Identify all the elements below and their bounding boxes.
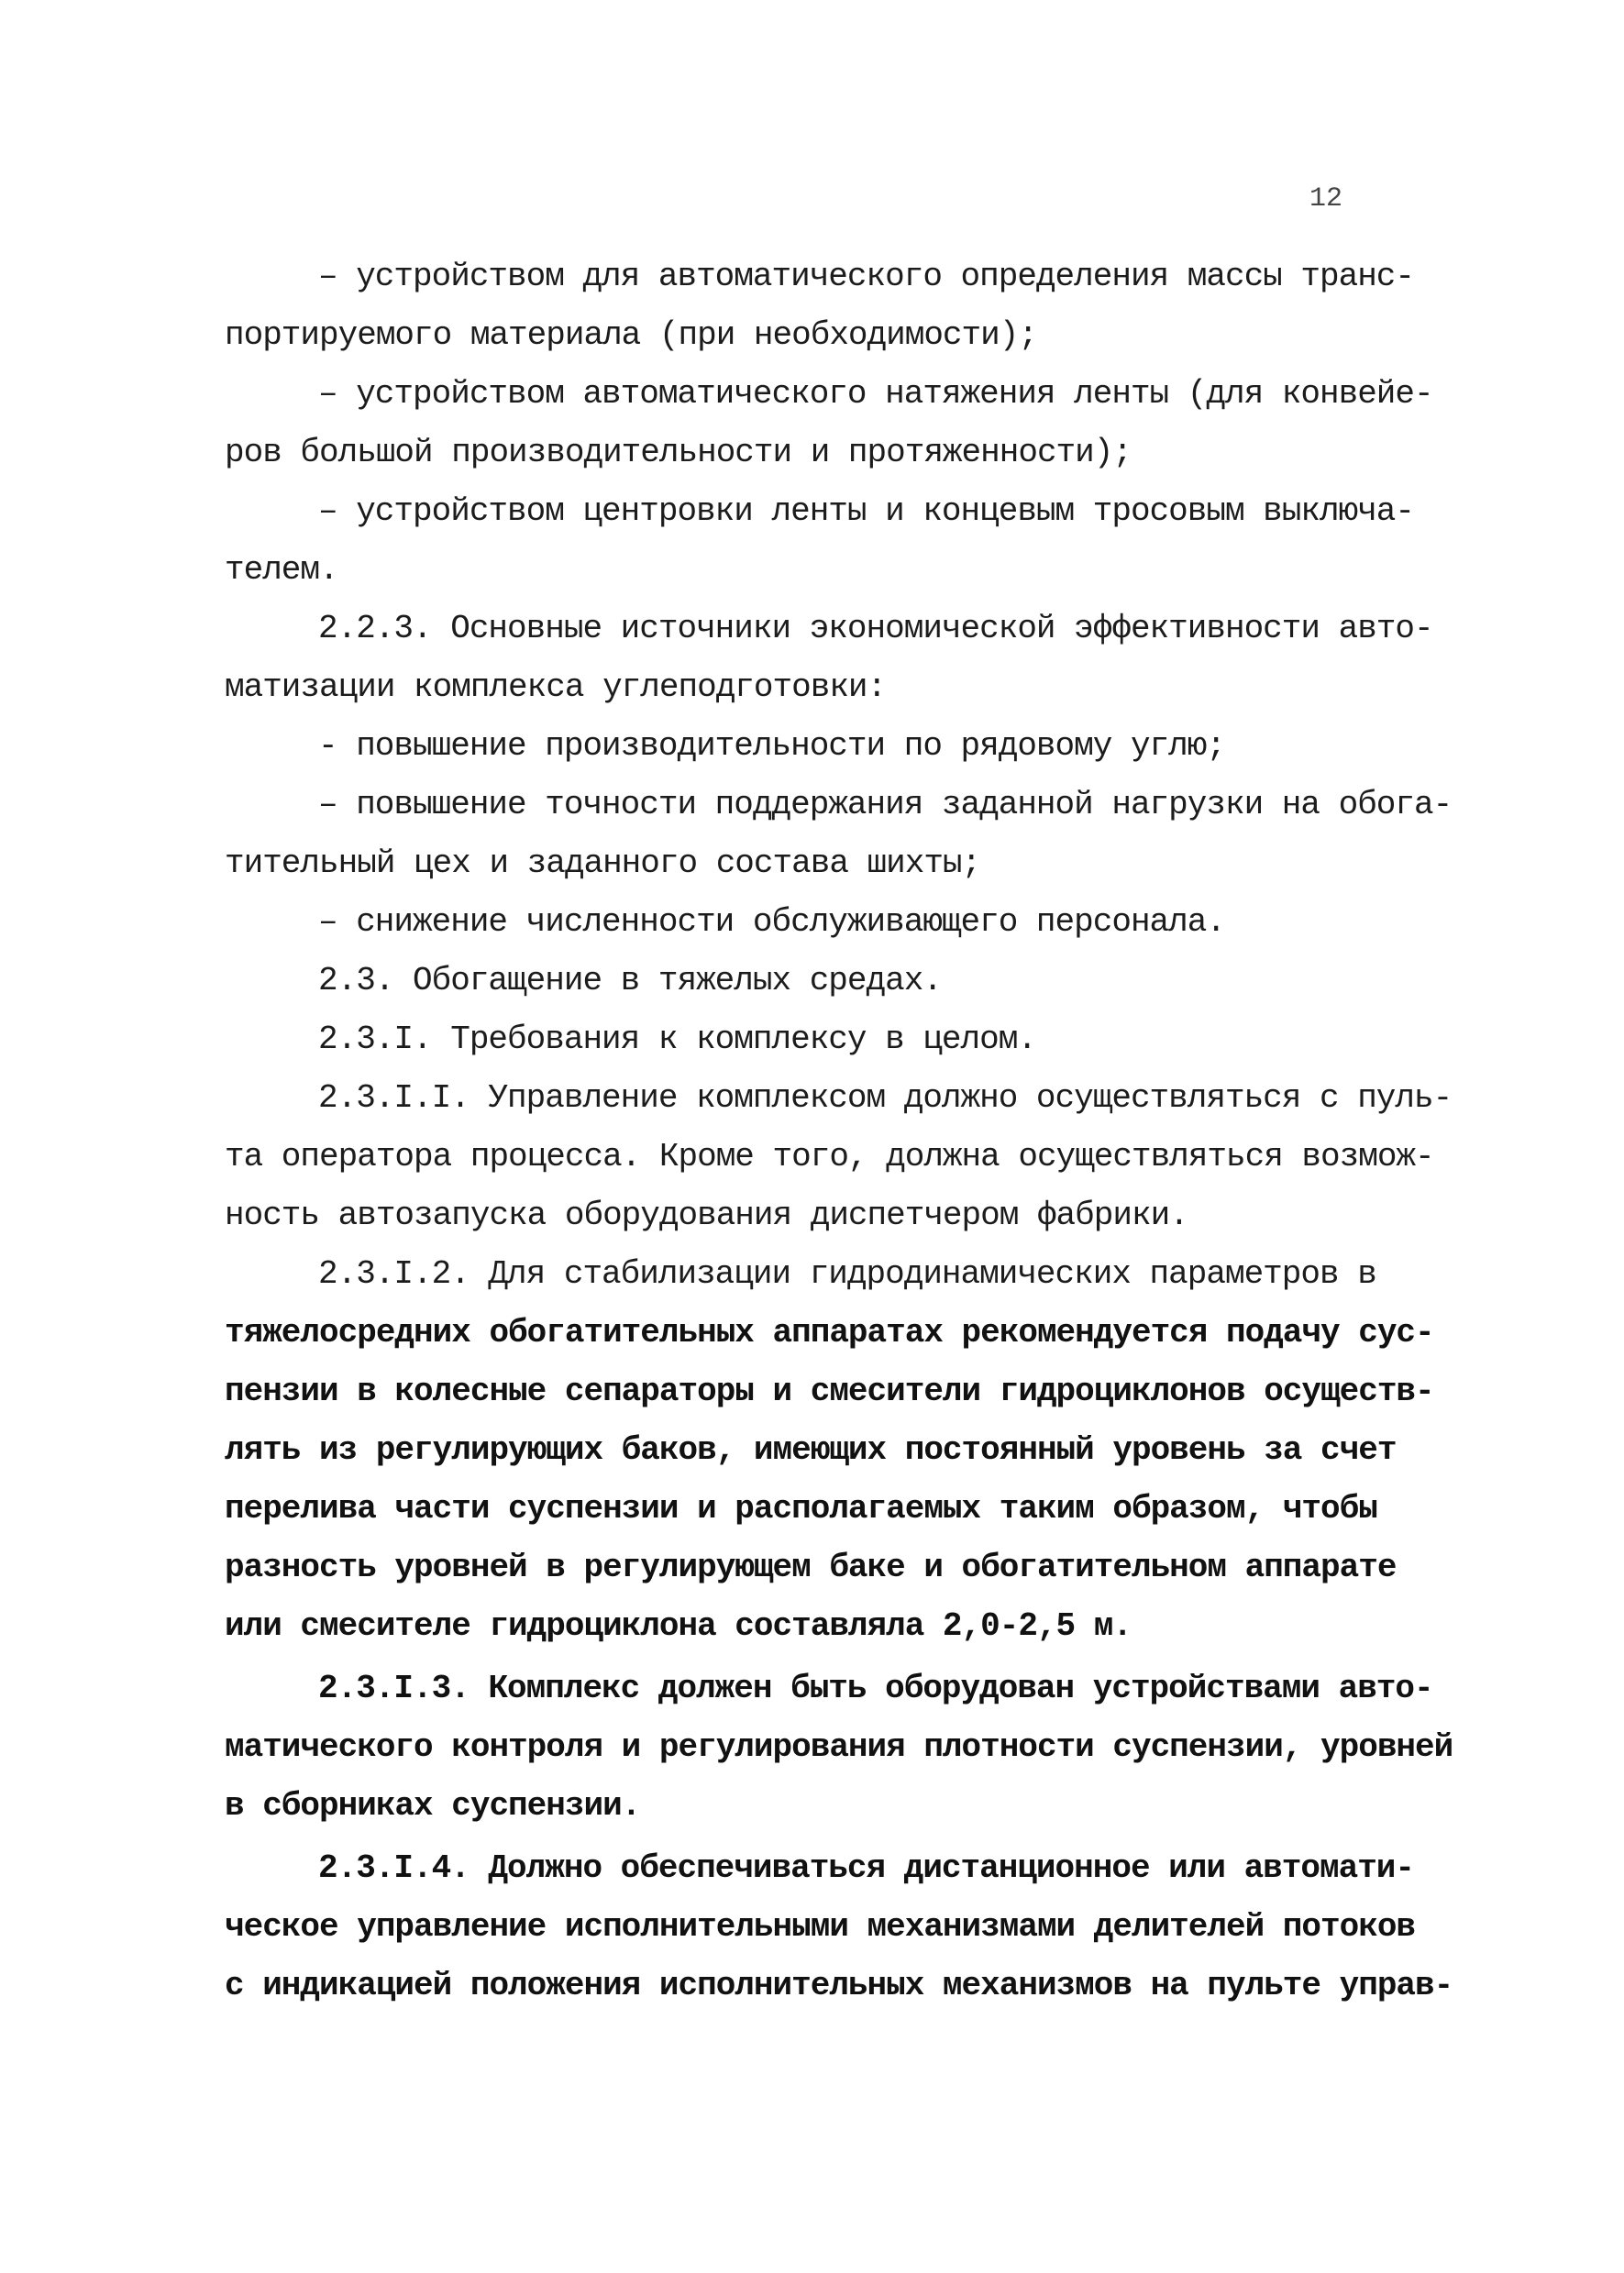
text-line-18: 2.3.I.2. Для стабилизации гидродинамических параметров в xyxy=(318,1255,1376,1293)
text-line-23: разность уровней в регулирующем баке и обогатительном аппарате xyxy=(225,1549,1397,1586)
text-line-3: – устройством автоматического натяжения ленты (для конвейе- xyxy=(318,375,1433,413)
text-line-24: или смесителе гидроциклона составляла 2,0-2,5 м. xyxy=(225,1607,1132,1645)
text-line-22: перелива части суспензии и располагаемых таким образом, чтобы xyxy=(225,1490,1377,1528)
text-line-8: матизации комплекса углеподготовки: xyxy=(225,668,887,706)
text-line-19: тяжелосредних обогатительных аппаратах рекомендуется подачу сус- xyxy=(225,1314,1434,1352)
text-line-5: – устройством центровки ленты и концевым тросовым выключа- xyxy=(318,492,1415,530)
text-line-7: 2.2.3. Основные источники экономической эффективности авто- xyxy=(318,610,1433,647)
text-line-6: телем. xyxy=(225,551,338,589)
text-line-11: тительный цех и заданного состава шихты; xyxy=(225,844,981,882)
text-line-25: 2.3.I.3. Комплекс должен быть оборудован устройствами авто- xyxy=(318,1670,1433,1707)
text-line-28: 2.3.I.4. Должно обеспечиваться дистанционное или автомати- xyxy=(318,1849,1415,1887)
text-line-21: лять из регулирующих баков, имеющих постоянный уровень за счет xyxy=(225,1431,1397,1469)
text-line-20: пензии в колесные сепараторы и смесители гидроциклонов осуществ- xyxy=(225,1373,1434,1410)
text-line-26: матического контроля и регулирования плотности суспензии, уровней xyxy=(225,1728,1453,1766)
text-line-10: – повышение точности поддержания заданной нагрузки на обога- xyxy=(318,786,1453,823)
text-line-27: в сборниках суспензии. xyxy=(225,1787,641,1825)
text-line-12: – снижение численности обслуживающего персонала. xyxy=(318,903,1225,941)
text-line-30: с индикацией положения исполнительных механизмов на пульте управ- xyxy=(225,1967,1453,2004)
text-line-15: 2.3.I.I. Управление комплексом должно осуществляться с пуль- xyxy=(318,1079,1453,1117)
text-line-17: ность автозапуска оборудования диспетчером фабрики. xyxy=(225,1197,1188,1234)
text-line-29: ческое управление исполнительными механизмами делителей потоков xyxy=(225,1908,1416,1946)
text-line-13: 2.3. Обогащение в тяжелых средах. xyxy=(318,962,942,999)
text-line-14: 2.3.I. Требования к комплексу в целом. xyxy=(318,1021,1036,1058)
text-line-16: та оператора процесса. Кроме того, должна осуществляться возмож- xyxy=(225,1138,1434,1175)
text-line-2: портируемого материала (при необходимости); xyxy=(225,316,1037,354)
text-line-1: – устройством для автоматического определения массы транс- xyxy=(318,258,1415,295)
text-line-4: ров большой производительности и протяженности); xyxy=(225,434,1132,471)
page-number: 12 xyxy=(1309,183,1343,215)
text-line-9: - повышение производительности по рядовому углю; xyxy=(318,727,1225,765)
document-body xyxy=(225,248,1453,2015)
